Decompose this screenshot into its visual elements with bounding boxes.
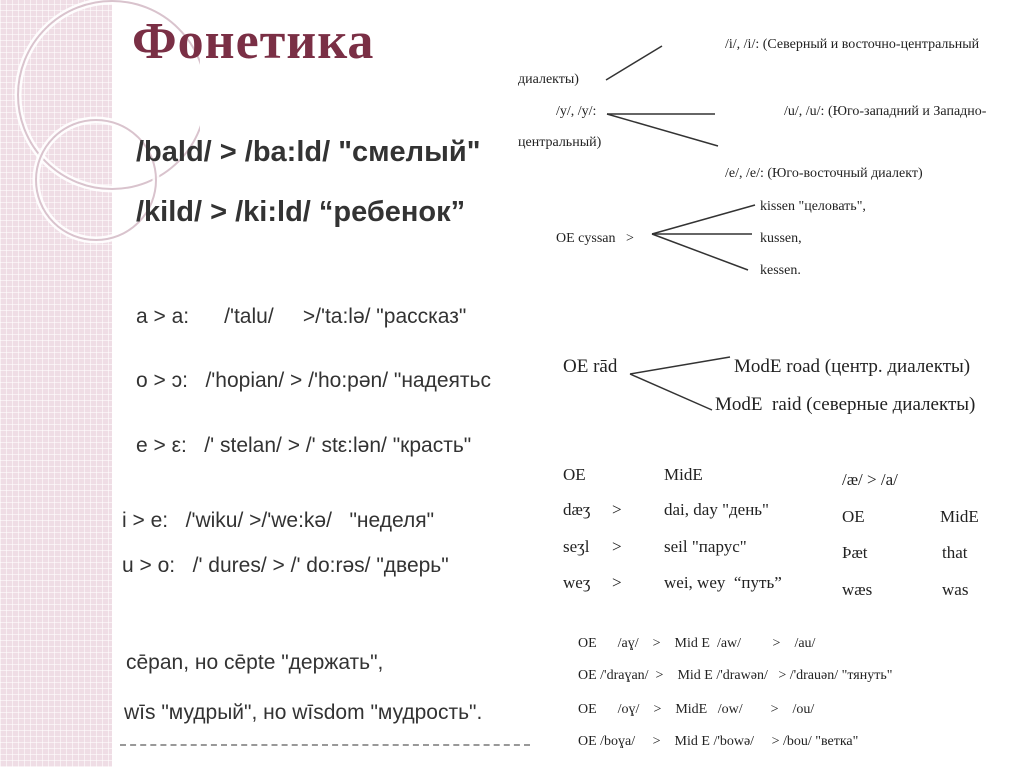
table1-mide: dai, day "день" xyxy=(664,500,769,519)
table3-row: OE /aɣ/ > Mid E /aw/ > /au/ xyxy=(578,636,816,651)
dialect-e-label: /e/, /e/: (Юго-восточный диалект) xyxy=(725,166,923,181)
table2-header-oe: OE xyxy=(842,507,865,526)
vowel-o: o > ɔ: /'hopian/ > /'ho:pən/ "надеятьс xyxy=(136,369,491,392)
cyssan-target-kussen: kussen, xyxy=(760,231,802,246)
vowel-e: e > ε: /' stelan/ > /' stε:lən/ "красть" xyxy=(136,434,472,457)
table1-arrow: > xyxy=(612,537,622,556)
table2-mide: was xyxy=(942,580,969,599)
cyssan-target-kessen: kessen. xyxy=(760,263,801,278)
table1-header-oe: OE xyxy=(563,465,586,484)
rad-target-raid: ModE raid (северные диалекты) xyxy=(715,394,976,415)
cyssan-source: OE cyssan > xyxy=(556,231,634,246)
table3-row: OE /oɣ/ > MidE /ow/ > /ou/ xyxy=(578,702,815,717)
example-cepan: cēpan, но cēpte "держать", xyxy=(126,651,384,674)
dialect-central: центральный) xyxy=(518,135,602,150)
dialect-i-label: /i/, /i/: (Северный и восточно-центральный xyxy=(725,37,980,52)
example-wis: wīs "мудрый", но wīsdom "мудрость". xyxy=(124,701,483,724)
table1-oe: weʒ xyxy=(563,573,591,592)
table3-row: OE /boɣa/ > Mid E /'bowə/ > /bou/ "ветка" xyxy=(578,734,859,749)
example-bald: /bald/ > /ba:ld/ "смелый" xyxy=(136,136,481,168)
table1-mide: seil "парус" xyxy=(664,537,747,556)
table2-rule: /æ/ > /a/ xyxy=(842,470,898,489)
table3-row: OE /'draɣan/ > Mid E /'drawən/ > /'drauən/ "тянуть" xyxy=(578,668,893,683)
table1-header-mide: MidE xyxy=(664,465,703,484)
vowel-i: i > e: /'wiku/ >/'we:kə/ "неделя" xyxy=(122,509,435,532)
dialect-y-label: /y/, /y/: xyxy=(556,104,597,119)
table1-arrow: > xyxy=(612,573,622,592)
table1-arrow: > xyxy=(612,500,622,519)
table2-header-mide: MidE xyxy=(940,507,979,526)
table1-oe: seʒl xyxy=(563,537,590,556)
dialect-u-label: /u/, /u/: (Юго-западний и Западно- xyxy=(784,104,987,119)
vowel-u: u > o: /' dures/ > /' do:rəs/ "дверь" xyxy=(122,554,449,577)
rad-source: OE rād xyxy=(563,356,618,377)
table1-oe: dæʒ xyxy=(563,500,591,519)
vowel-a: a > a: /'talu/ >/'ta:lə/ "рассказ" xyxy=(136,305,467,328)
dialect-dialekty: диалекты) xyxy=(518,72,579,87)
table2-oe: wæs xyxy=(842,580,873,599)
rad-target-road: ModE road (центр. диалекты) xyxy=(734,356,971,377)
cyssan-target-kissen: kissen "целовать", xyxy=(760,199,866,214)
table1-mide: wei, wey “путь” xyxy=(664,573,782,592)
table2-mide: that xyxy=(942,543,968,562)
page-title: Фонетика xyxy=(132,13,375,70)
example-kild: /kild/ > /ki:ld/ “ребенок” xyxy=(136,196,466,228)
table2-oe: Þæt xyxy=(842,543,868,562)
